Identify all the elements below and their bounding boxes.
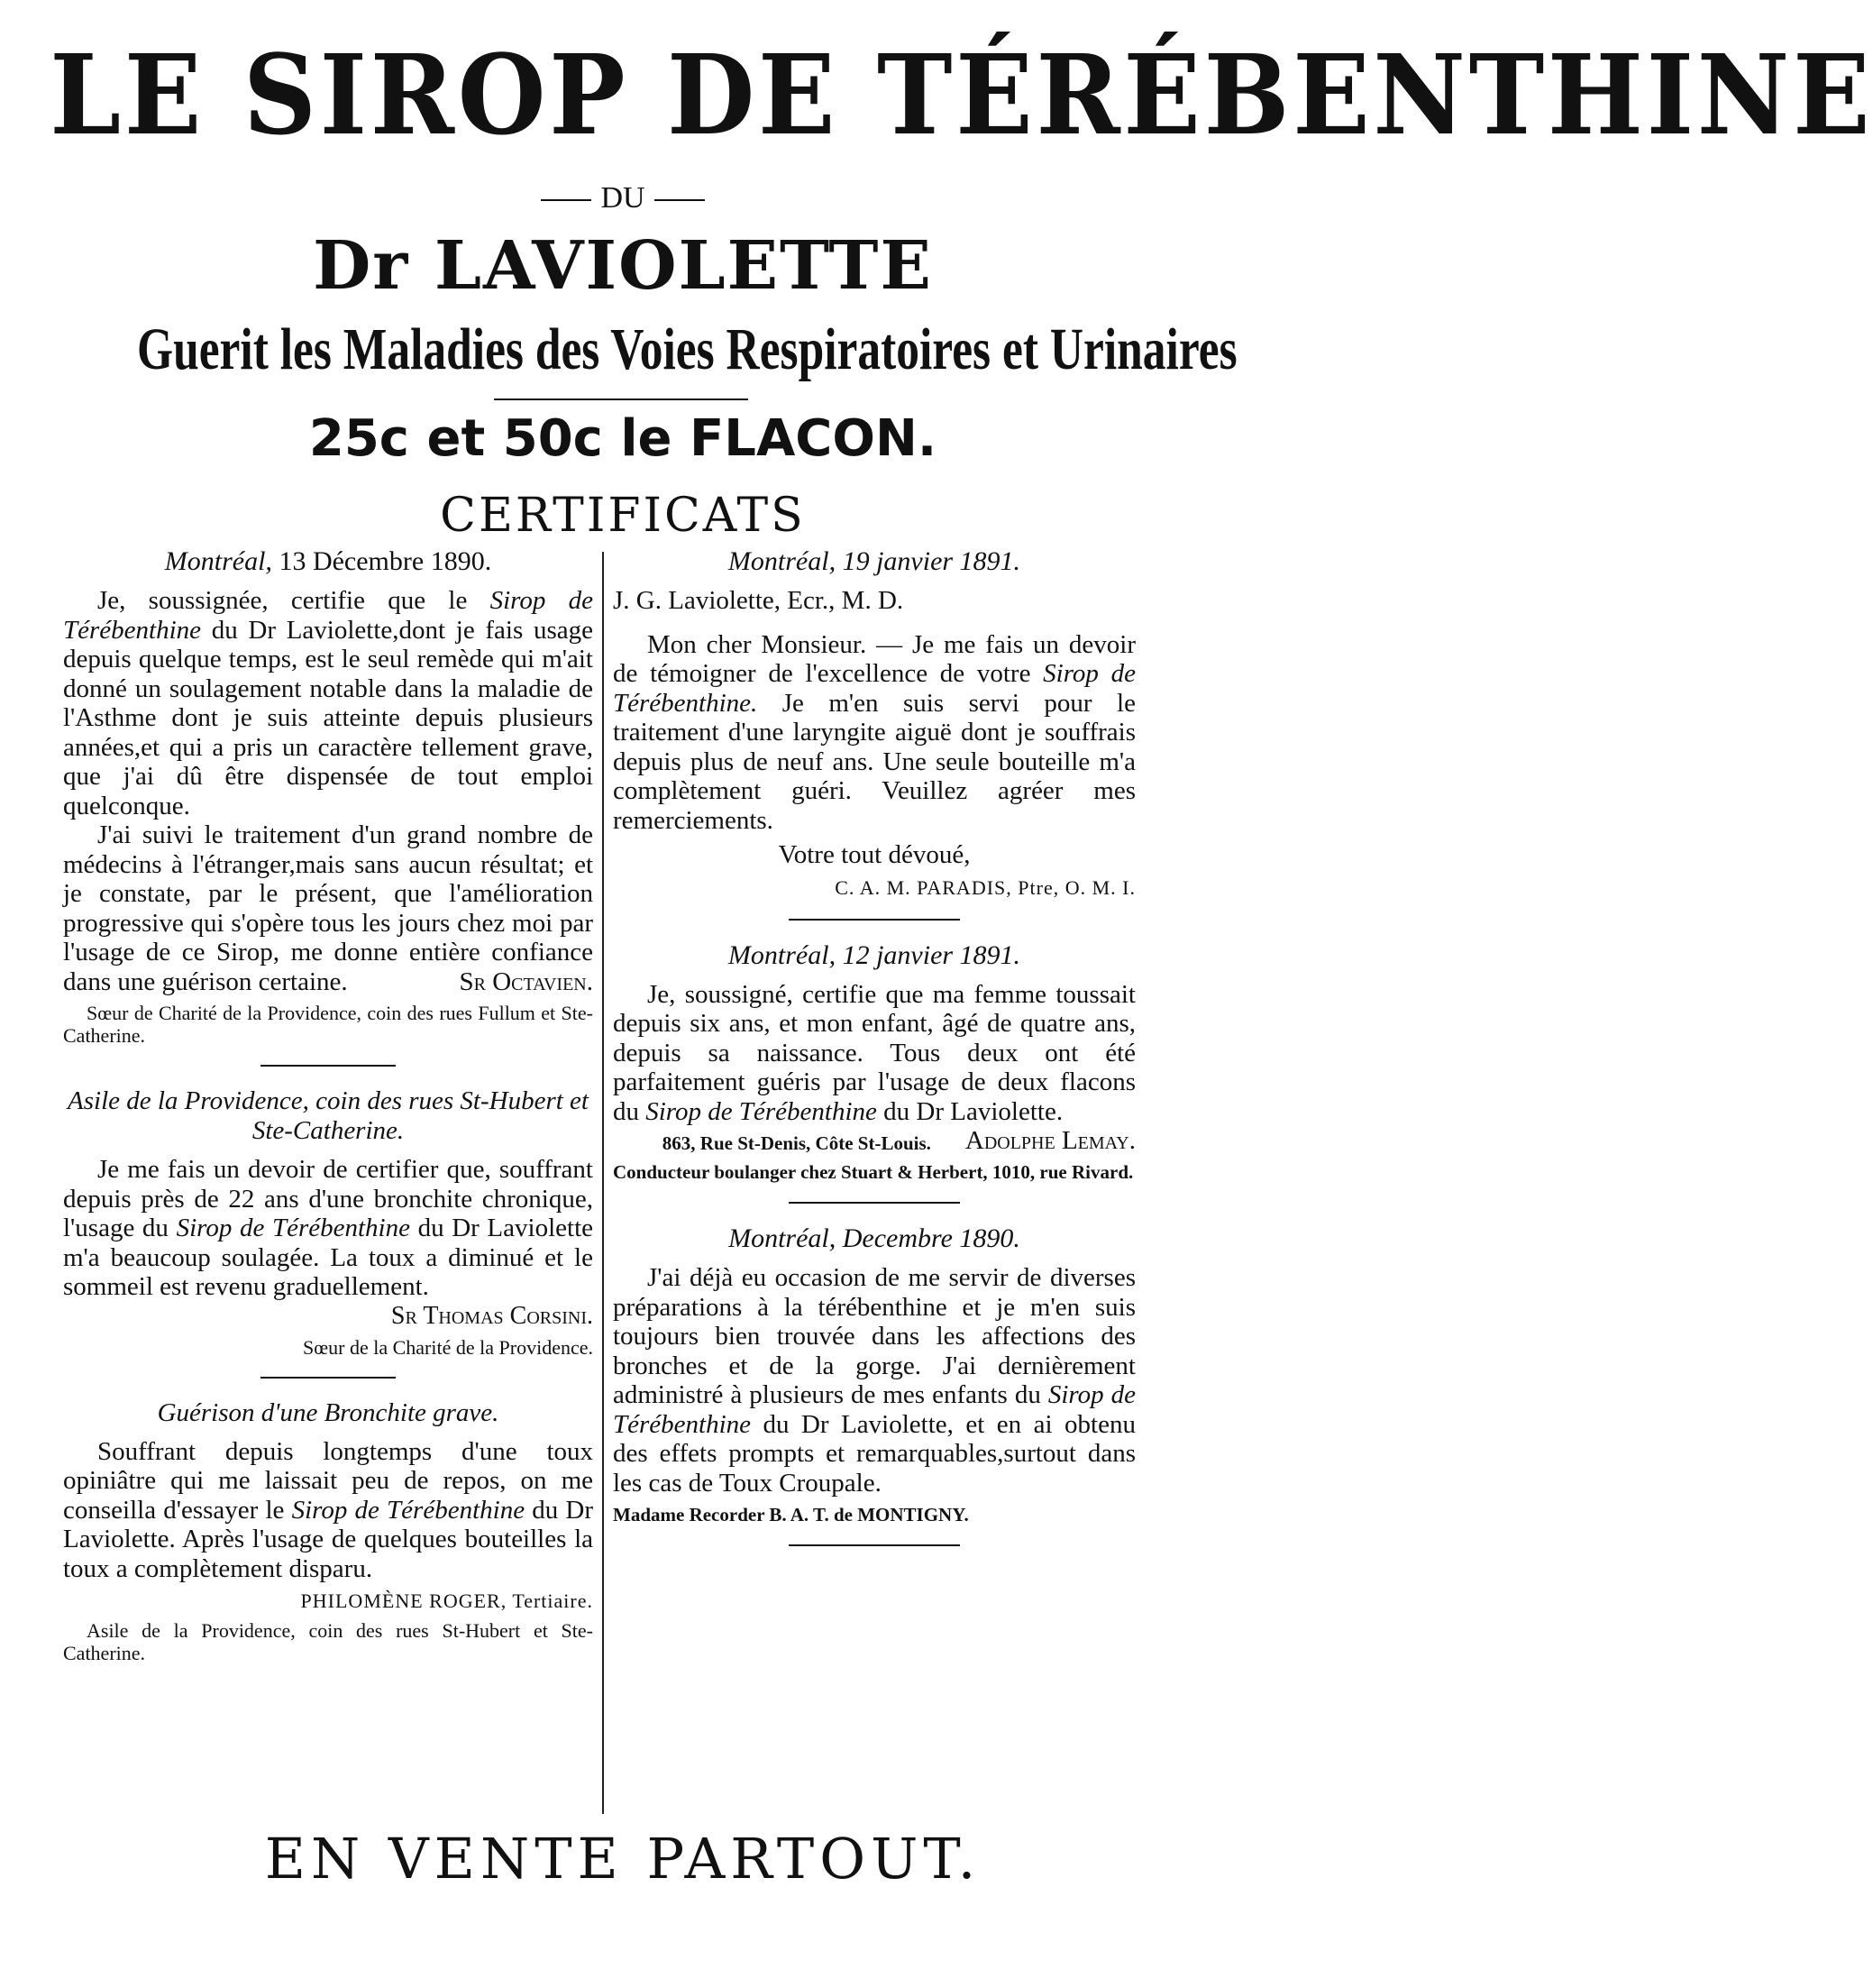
certificate-montigny xyxy=(613,1223,1136,1526)
separator-rule xyxy=(789,919,960,921)
certificate-roger xyxy=(63,1398,593,1665)
text-segment: J'ai déjà eu occasion de me servir de diverses préparations à la térébenthine et je m'en suis toujours bien trouvée dans les affections des bronches et de la gorge. J'ai dernièrement administré à plusieurs de mes enfants du xyxy=(613,1263,1136,1409)
column-divider xyxy=(602,552,604,1814)
text-segment: du Dr Laviolette. xyxy=(876,1096,1064,1126)
dateline-place: Montréal, xyxy=(727,546,836,576)
dateline xyxy=(613,1223,1136,1254)
dateline-date: Decembre 1890. xyxy=(842,1223,1020,1253)
dateline-date: 13 Décembre 1890. xyxy=(279,546,492,576)
left-column xyxy=(63,546,593,1681)
certificate-heading: Asile de la Providence, coin des rues St-Hubert et Ste-Catherine. xyxy=(68,1086,589,1145)
signature: Madame Recorder B. A. T. de MONTIGNY. xyxy=(613,1504,969,1525)
affiliation: Asile de la Providence, coin des rues St-Hubert et Ste-Catherine. xyxy=(63,1619,593,1664)
signature: Sr Octavien. xyxy=(459,967,593,996)
text-segment: Je, soussigné, certifie que ma femme toussait depuis six ans, et mon enfant, âgé de quatre ans, depuis sa naissance. Tous deux ont été parfaitement guéris par l'usage de deux flacons du xyxy=(613,979,1136,1126)
signature: C. A. M. PARADIS, Ptre, O. M. I. xyxy=(835,875,1136,899)
addressee: J. G. Laviolette, Ecr., M. D. xyxy=(613,586,904,615)
certificate-paradis xyxy=(613,546,1136,901)
main-title: LE SIROP DE TÉRÉBENTHINE xyxy=(50,30,1873,160)
signature: PHILOMÈNE ROGER, Tertiaire. xyxy=(300,1589,593,1612)
certificate-octavien xyxy=(63,546,593,1047)
product-name: Sirop de Térébenthine xyxy=(291,1495,525,1525)
footer-slogan: EN VENTE PARTOUT. xyxy=(264,1826,982,1892)
dateline-date: 19 janvier 1891. xyxy=(842,546,1021,576)
certificate-lemay xyxy=(613,940,1136,1185)
dateline xyxy=(63,546,593,577)
text-segment: Je me fais un devoir de certifier que, souffrant depuis près de 22 ans d'une bronchite chronique, l'usage du xyxy=(63,1155,593,1242)
product-name: Sirop de Térébenthine xyxy=(613,1380,1136,1439)
dateline-place: Montréal, xyxy=(727,939,836,970)
du-line xyxy=(0,180,1246,216)
text-segment: Je m'en suis servi pour le traitement d'une laryngite aiguë dont je souffrais depuis plus de neuf ans. Une seule bouteille m'a complètement guéri. Veuillez agréer mes remerciements. xyxy=(613,688,1136,835)
separator-rule xyxy=(789,1202,960,1204)
text-segment: du Dr Laviolette,dont je fais usage depuis quelque temps, est le seul remède qui m'ait donné un soulagement notable dans la maladie de l'Asthme dont je suis atteinte depuis plusieurs années,et qui a pris un caractère tellement grave, que j'ai dû être dispensée de tout emploi quelconque. xyxy=(63,615,593,820)
du-left-dash xyxy=(541,199,591,201)
text-segment: Mon cher Monsieur. — Je me fais un devoir de témoigner de l'excellence de votre xyxy=(613,629,1136,688)
du-right-dash xyxy=(654,199,705,201)
tagline-underline xyxy=(494,399,748,400)
certificate-heading: Guérison d'une Bronchite grave. xyxy=(157,1397,499,1427)
dateline xyxy=(613,546,1136,577)
testimonial-paragraph xyxy=(63,586,593,820)
price-line: 25c et 50c le FLACON. xyxy=(308,409,937,468)
testimonial-paragraph xyxy=(63,1155,593,1302)
doctor-name: Dr LAVIOLETTE xyxy=(313,227,933,305)
testimonial-paragraph xyxy=(613,630,1136,836)
address: 863, Rue St-Denis, Côte St-Louis. xyxy=(662,1132,931,1154)
testimonial-paragraph xyxy=(63,1437,593,1584)
occupation: Conducteur boulanger chez Stuart & Herbert, 1010, rue Rivard. xyxy=(613,1161,1134,1183)
dateline xyxy=(613,940,1136,971)
section-heading: CERTIFICATS xyxy=(440,489,806,543)
tagline: Guerit les Maladies des Voies Respiratoires et Urinaires xyxy=(137,316,1238,382)
dateline-place: Montréal, xyxy=(164,546,272,576)
testimonial-paragraph xyxy=(63,820,593,996)
text-segment: Je, soussignée, certifie que le xyxy=(97,586,490,615)
testimonial-paragraph xyxy=(613,1263,1136,1498)
du-text: DU xyxy=(600,181,645,215)
product-name: Sirop de Térébenthine. xyxy=(613,659,1137,718)
dateline-date: 12 janvier 1891. xyxy=(842,939,1021,970)
affiliation: Sœur de la Charité de la Providence. xyxy=(303,1335,593,1359)
signature xyxy=(63,1302,593,1331)
product-name: Sirop de Térébenthine xyxy=(645,1096,877,1126)
text-segment: du Dr Laviolette. Après l'usage de quelques bouteilles la toux a complètement disparu. xyxy=(63,1495,593,1583)
separator-rule xyxy=(260,1065,396,1067)
closing: Votre tout dévoué, xyxy=(778,840,971,869)
product-name: Sirop de Térébenthine xyxy=(63,586,594,645)
certificate-corsini xyxy=(63,1086,593,1359)
text-segment: du Dr Laviolette, et en ai obtenu des effets prompts et remarquables,surtout dans les cas de Toux Croupale. xyxy=(613,1409,1136,1498)
product-name: Sirop de Térébenthine xyxy=(176,1214,410,1242)
separator-rule xyxy=(789,1544,960,1546)
text-segment: J'ai suivi le traitement d'un grand nombre de médecins à l'étranger,mais sans aucun résultat; et je constate, par le présent, que l'amélioration progressive qui s'opère tous les jours chez moi par l'usage de ce Sirop, me donne entière confiance dans une guérison certaine. xyxy=(63,820,593,996)
signature-text: Sr Thomas Corsini. xyxy=(390,1301,593,1330)
text-segment: du Dr Laviolette m'a beaucoup soulagée. La toux a diminué et le sommeil est revenu graduellement. xyxy=(63,1214,593,1301)
affiliation: Sœur de Charité de la Providence, coin des rues Fullum et Ste-Catherine. xyxy=(63,1002,593,1047)
signature: Adolphe Lemay. xyxy=(964,1126,1136,1155)
dateline-place: Montréal, xyxy=(728,1223,836,1253)
separator-rule xyxy=(260,1377,396,1379)
right-column xyxy=(613,546,1136,1566)
text-segment: Souffrant depuis longtemps d'une toux opiniâtre qui me laissait peu de repos, on me conseilla d'essayer le xyxy=(63,1436,593,1525)
